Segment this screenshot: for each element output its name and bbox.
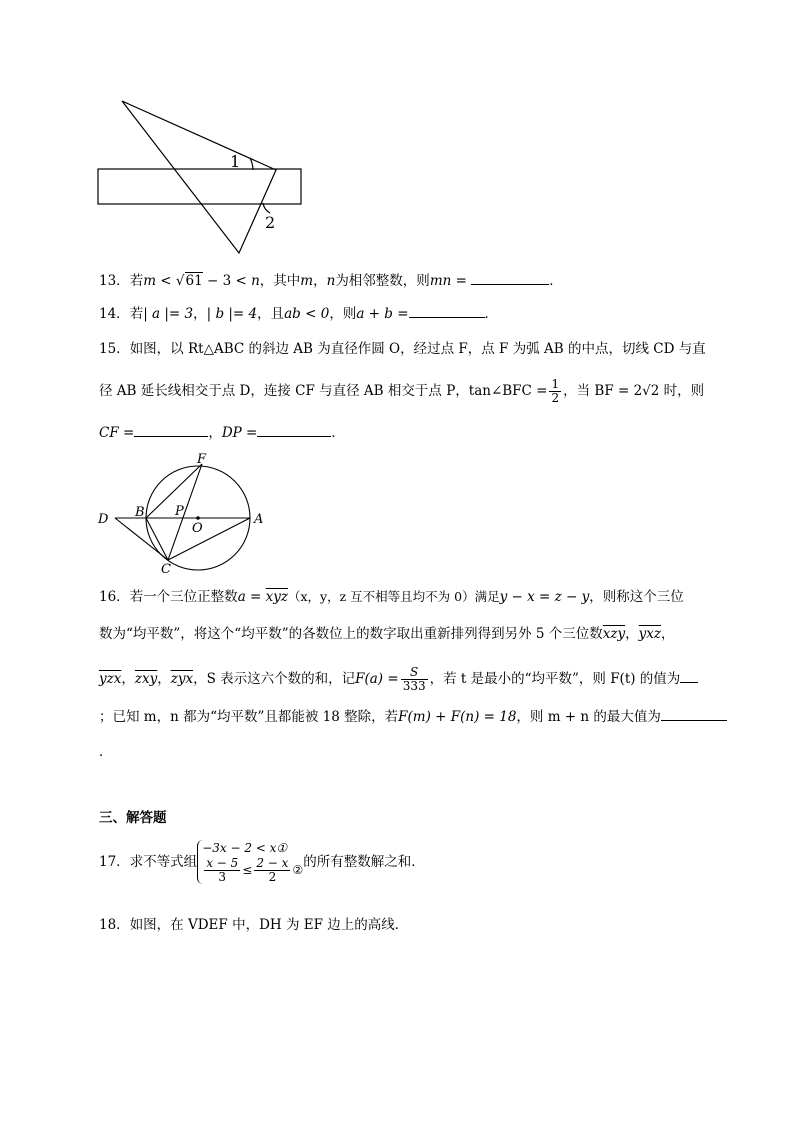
answer-blank-15-cf[interactable] — [134, 424, 208, 437]
question-16-line3: $\overline{yzx}$，$\overline{zxy}$，$\overline{zyx}$，S 表示这六个数的和，记F(a) = $\frac{S}{333}$ ，若 t 是最小的“均平数”，则 F(t) 的值为 — [99, 666, 698, 693]
question-16-line2: 数为“均平数”，将这个“均平数”的各数位上的数字取出重新排列得到另外 5 个三位数$\overline{xzy}$，$\overline{yxz}$， — [99, 626, 675, 642]
answer-blank-16-ft[interactable] — [680, 670, 698, 683]
answer-blank-14[interactable] — [409, 305, 485, 318]
angle2-label: 2 — [265, 213, 276, 232]
triangle — [122, 101, 276, 253]
center-point — [196, 516, 200, 520]
question-15-line1: 15．如图，以 Rt△ABC 的斜边 AB 为直径作圆 O，经过点 F，点 F 为弧 AB 的中点，切线 CD 与直 — [99, 341, 706, 357]
line-bc — [146, 518, 168, 560]
label-p: P — [175, 504, 184, 519]
question-13: 13．若m < √61 − 3 < n，其中m，n为相邻整数，则mn = ． — [99, 273, 563, 289]
label-d: D — [98, 512, 109, 527]
question-16-line5: ． — [99, 744, 113, 760]
rectangle-strip — [98, 169, 301, 204]
question-15-line2: 径 AB 延长线相交于点 D，连接 CF 与直径 AB 相交于点 P，tan∠BFC = $\frac{1}{2}$ ，当 BF = 2√2 时，则 — [99, 377, 705, 405]
label-f: F — [197, 452, 207, 467]
question-17: 17．求不等式组 −3x − 2 < x① $\frac{x - 5}{3}$ ≤ $\frac{2 - x}{2}$ ② 的所有整数解之和． — [99, 841, 425, 884]
question-14: 14．若| a |= 3，| b |= 4，且ab < 0，则a + b = ． — [99, 306, 498, 322]
angle1-label: 1 — [230, 152, 241, 171]
question-16-line4: ；已知 m，n 都为“均平数”且都能被 18 整除，若F(m) + F(n) = 18，则 m + n 的最大值为 — [99, 708, 727, 726]
answer-blank-15-dp[interactable] — [257, 424, 331, 437]
figure-circle — [95, 450, 275, 575]
answer-blank-13[interactable] — [471, 272, 549, 285]
label-c: C — [161, 562, 171, 575]
fraction-one-half: $\frac{1}{2}$ — [551, 377, 560, 405]
question-16-line1: 16．若一个三位正整数$a = \overline{xyz}(x$，y，z 互不相等且均不为 0）满足y − x = z − y，则称这个三位 — [99, 589, 684, 605]
question-18: 18．如图，在 VDEF 中，DH 为 EF 边上的高线． — [99, 917, 409, 933]
label-o: O — [192, 521, 203, 536]
question-15-line3: CF = ，DP = ． — [99, 425, 345, 441]
line-dc — [115, 518, 168, 560]
fraction-s-over-333: $\frac{S}{333}$ — [402, 665, 426, 693]
inequality-system: −3x − 2 < x① $\frac{x - 5}{3}$ ≤ $\frac{2 - x}{2}$ ② — [197, 840, 303, 884]
figure-triangle-rectangle — [90, 95, 320, 260]
label-a: A — [254, 512, 264, 527]
answer-blank-16-mn[interactable] — [661, 708, 727, 721]
section-heading: 三、解答题 — [99, 810, 167, 826]
label-b: B — [135, 505, 145, 520]
